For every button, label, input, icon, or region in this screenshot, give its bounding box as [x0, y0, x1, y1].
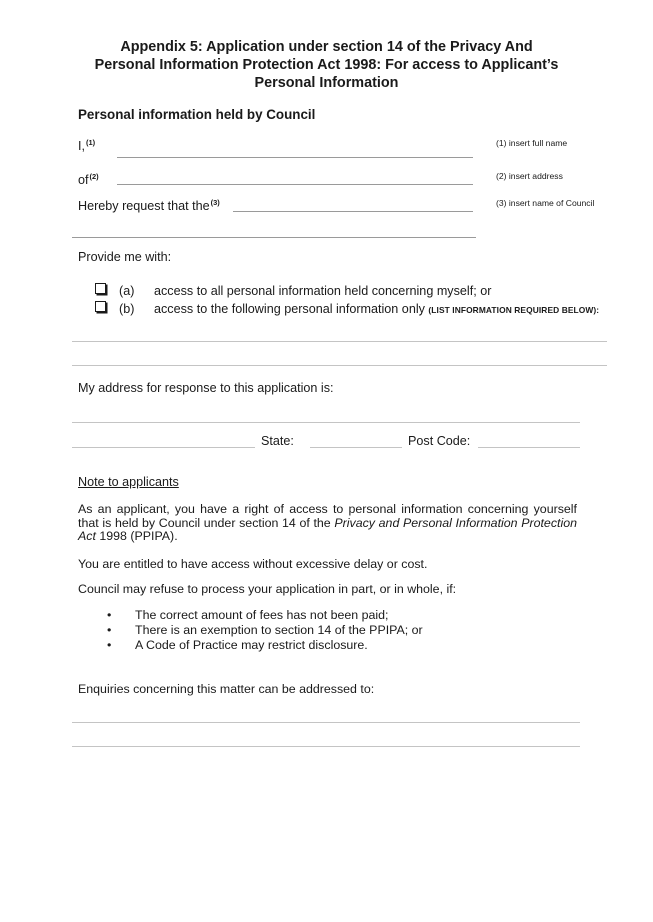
act-name: Privacy and Personal Information Protection Act	[78, 515, 577, 544]
response-address-line[interactable]	[72, 422, 580, 423]
page-title	[60, 38, 593, 92]
bullet-symbol-1: •	[107, 608, 112, 622]
name-field-label	[78, 138, 95, 153]
section-heading: Personal information held by Council	[78, 107, 316, 122]
note-paragraph-1	[78, 503, 577, 544]
option-a-checkbox[interactable]	[95, 283, 106, 294]
info-required-line-2[interactable]	[72, 365, 607, 366]
council-label-text: Hereby request that the	[78, 199, 210, 213]
bullet-symbol-2: •	[107, 623, 112, 637]
council-field-label	[78, 198, 220, 213]
council-input-line-2[interactable]	[72, 237, 476, 238]
provide-label: Provide me with:	[78, 250, 172, 264]
address-field-label	[78, 172, 99, 187]
option-b-checkbox[interactable]	[95, 301, 106, 312]
address-note: (2) insert address	[496, 171, 563, 181]
note-paragraph-1-end: 1998 (PPIPA).	[95, 529, 178, 544]
note-paragraph-2: You are entitled to have access without excessive delay or cost.	[78, 557, 428, 571]
enquiries-label: Enquiries concerning this matter can be addressed to:	[78, 682, 375, 696]
postcode-label: Post Code:	[408, 434, 471, 448]
name-label-text: I,	[78, 139, 85, 153]
address-label-text: of	[78, 173, 89, 187]
option-b-letter: (b)	[119, 302, 135, 316]
option-b-main-text: access to the following personal information only	[154, 302, 429, 316]
council-input-line[interactable]	[233, 211, 473, 212]
address-marker: (2)	[89, 172, 99, 181]
note-paragraph-1-start: As an applicant, you have a right of access to personal information concerning yourself that is held by Council under section 14 of the	[78, 502, 577, 530]
name-input-line[interactable]	[117, 157, 473, 158]
title-line-3: Personal Information	[254, 75, 399, 91]
bullet-item-3: A Code of Practice may restrict disclosure.	[135, 638, 368, 652]
council-note: (3) insert name of Council	[496, 198, 595, 208]
note-paragraph-3: Council may refuse to process your application in part, or in whole, if:	[78, 582, 457, 596]
bullet-symbol-3: •	[107, 638, 112, 652]
bullet-item-1: The correct amount of fees has not been paid;	[135, 608, 389, 622]
suburb-line[interactable]	[72, 447, 255, 448]
title-line-2: Personal Information Protection Act 1998: For access to Applicant’s	[94, 57, 559, 73]
option-b-instruction: (LIST INFORMATION REQUIRED BELOW):	[428, 305, 600, 315]
name-note: (1) insert full name	[496, 138, 568, 148]
council-marker: (3)	[210, 198, 220, 207]
state-line[interactable]	[310, 447, 402, 448]
address-input-line[interactable]	[117, 184, 473, 185]
option-a-text: access to all personal information held concerning myself; or	[154, 284, 492, 298]
note-heading: Note to applicants	[78, 475, 179, 489]
enquiries-line-1[interactable]	[72, 722, 580, 723]
info-required-line-1[interactable]	[72, 341, 607, 342]
state-label: State:	[261, 434, 294, 448]
enquiries-line-2[interactable]	[72, 746, 580, 747]
response-address-label: My address for response to this application is:	[78, 381, 334, 395]
postcode-line[interactable]	[478, 447, 580, 448]
name-marker: (1)	[86, 138, 96, 147]
option-a-letter: (a)	[119, 284, 135, 298]
option-b-text	[154, 302, 599, 316]
title-line-1: Appendix 5: Application under section 14 of the Privacy And	[120, 39, 533, 55]
bullet-item-2: There is an exemption to section 14 of the PPIPA; or	[135, 623, 423, 637]
